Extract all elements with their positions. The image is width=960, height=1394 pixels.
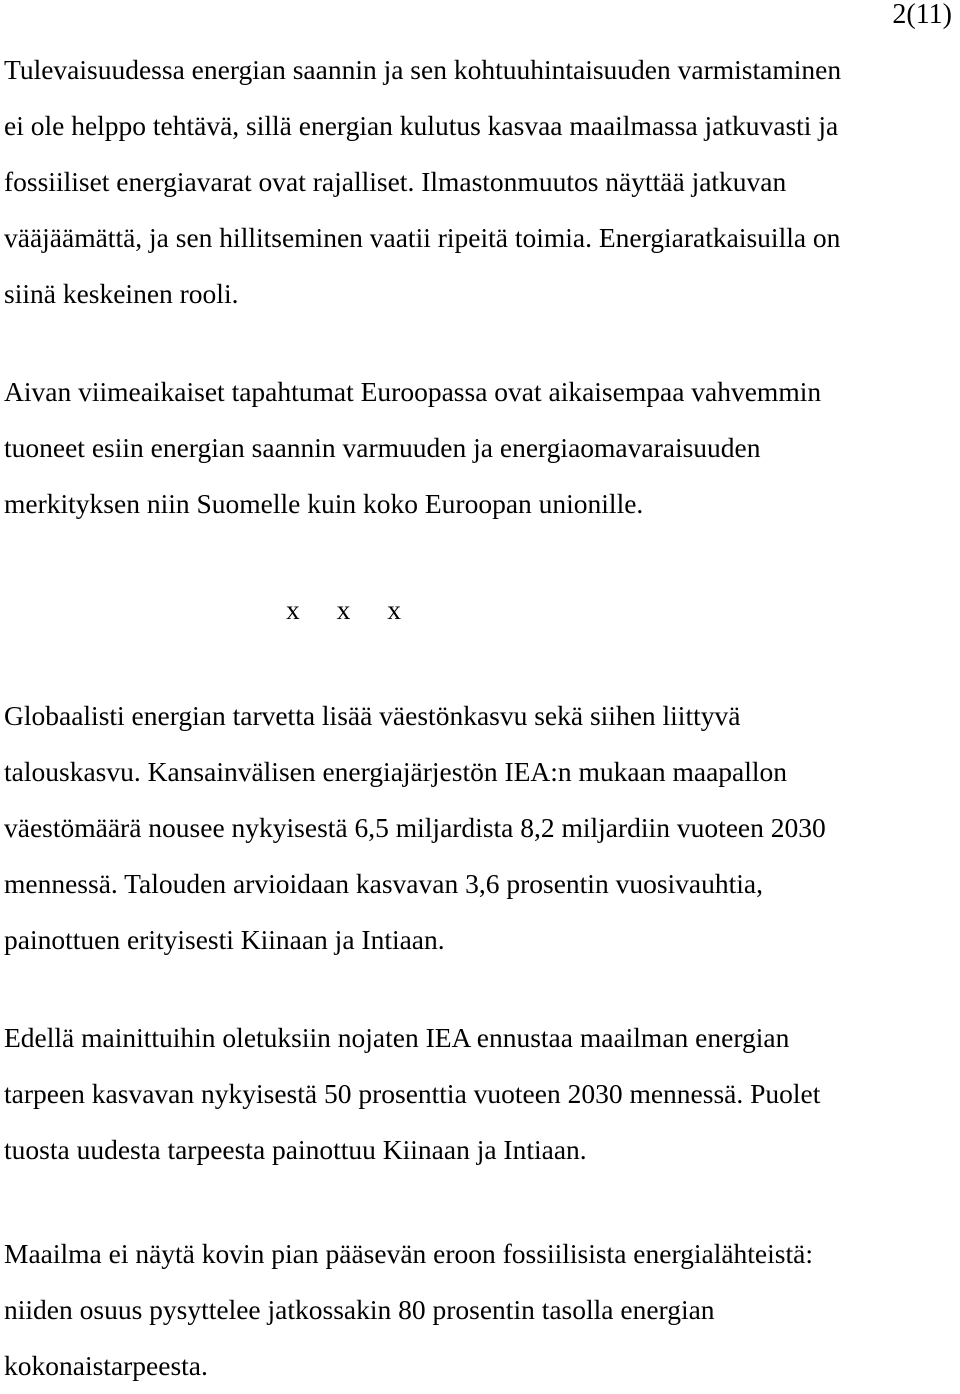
paragraph-global-demand	[4, 688, 954, 968]
text-line: väestömäärä nousee nykyisestä 6,5 miljardista 8,2 miljardiin vuoteen 2030	[4, 812, 826, 843]
text-line: tuosta uudesta tarpeesta painottuu Kiinaan ja Intiaan.	[4, 1134, 587, 1165]
text-line: Globaalisti energian tarvetta lisää väestönkasvu sekä siihen liittyvä	[4, 700, 741, 731]
text-line: talouskasvu. Kansainvälisen energiajärjestön IEA:n mukaan maapallon	[4, 756, 788, 787]
paragraph-energy-security	[4, 42, 954, 322]
text-line: tarpeen kasvavan nykyisestä 50 prosenttia vuoteen 2030 mennessä. Puolet	[4, 1078, 821, 1109]
text-line: niiden osuus pysyttelee jatkossakin 80 prosentin tasolla energian	[4, 1294, 715, 1325]
text-line: tuoneet esiin energian saannin varmuuden ja energiaomavaraisuuden	[4, 432, 761, 463]
section-separator: x x x	[286, 594, 401, 625]
text-line: vääjäämättä, ja sen hillitseminen vaatii ripeitä toimia. Energiaratkaisuilla on	[4, 222, 841, 253]
text-line: siinä keskeinen rooli.	[4, 278, 239, 309]
text-line: Aivan viimeaikaiset tapahtumat Euroopassa ovat aikaisempaa vahvemmin	[4, 376, 822, 407]
paragraph-iea-forecast	[4, 1010, 954, 1178]
text-line: mennessä. Talouden arvioidaan kasvavan 3,6 prosentin vuosivauhtia,	[4, 868, 763, 899]
text-line: merkityksen niin Suomelle kuin koko Euroopan unionille.	[4, 488, 644, 519]
paragraph-fossil-fuels	[4, 1226, 954, 1394]
text-line: painottuen erityisesti Kiinaan ja Intiaan.	[4, 924, 445, 955]
text-line: fossiiliset energiavarat ovat rajalliset. Ilmastonmuutos näyttää jatkuvan	[4, 166, 787, 197]
text-line: ei ole helppo tehtävä, sillä energian kulutus kasvaa maailmassa jatkuvasti ja	[4, 110, 839, 141]
text-line: Tulevaisuudessa energian saannin ja sen kohtuuhintaisuuden varmistaminen	[4, 54, 842, 85]
text-line: kokonaistarpeesta.	[4, 1350, 208, 1381]
page-number: 2(11)	[892, 0, 952, 30]
text-line: Maailma ei näytä kovin pian pääsevän eroon fossiilisista energialähteistä:	[4, 1238, 813, 1269]
paragraph-recent-events	[4, 364, 954, 532]
text-line: Edellä mainittuihin oletuksiin nojaten IEA ennustaa maailman energian	[4, 1022, 790, 1053]
